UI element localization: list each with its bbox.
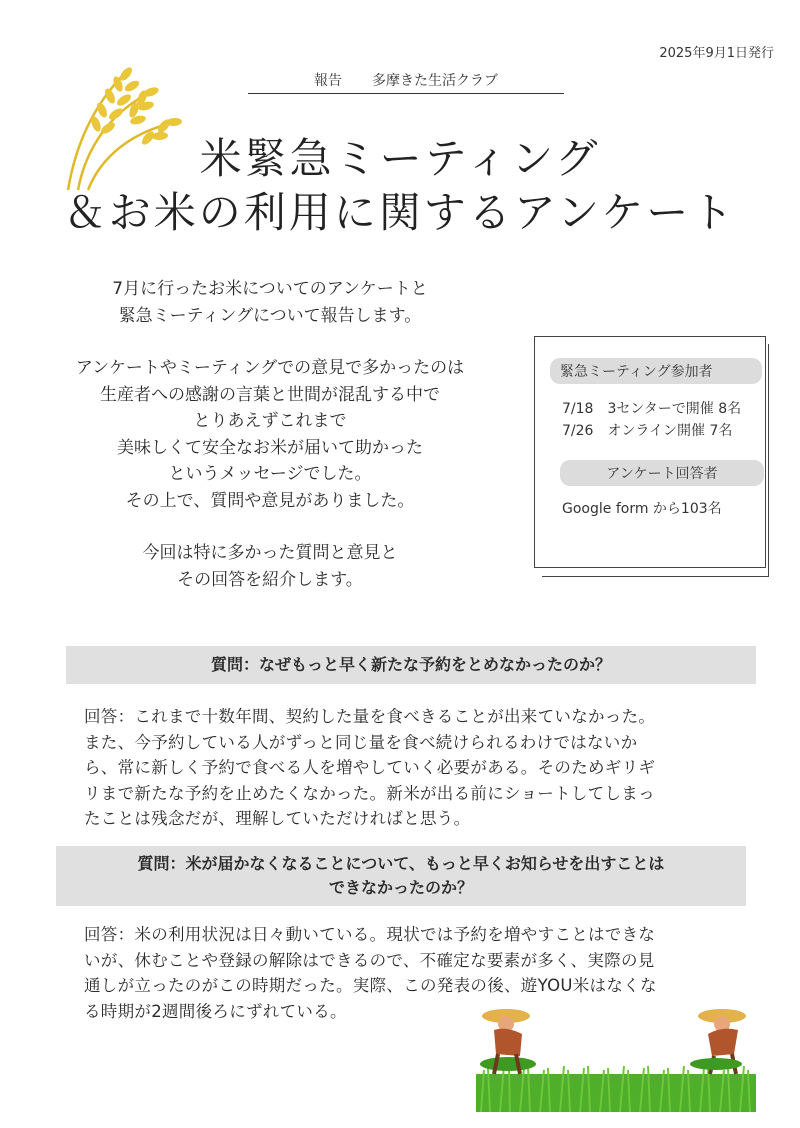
question-text: 質問：米が届かなくなることについて、もっと早くお知らせを出すことは [137,854,665,873]
rice-farmers-illustration [476,1004,756,1112]
meeting-participants-heading: 緊急ミーティング参加者 [550,358,762,384]
intro-line: とりあえずこれまで [193,411,347,431]
question-text: できなかったのか？ [328,878,473,897]
answer-line: また、今予約している人がずっと同じ量を食べ続けられるわけではないか [84,732,638,752]
intro-line: その回答を紹介します。 [177,569,363,590]
answer-line: 通しが立ったのがこの時期だった。実際、この発表の後、遊YOU米はなくな [84,976,657,995]
meeting-line: 7/26 オンライン開催 7名 [562,423,733,439]
meeting-line: 7/18 3センターで開催 8名 [562,401,742,417]
intro-text [40,276,500,593]
report-label: 報告 [314,73,342,89]
answer-line: リまで新たな予約を止めたくなかった。新米が出る前にショートしてしまっ [84,783,655,803]
intro-line: 生産者への感謝の言葉と世間が混乱する中で [100,384,440,405]
survey-respondents-heading: アンケート回答者 [560,460,764,486]
answer-line: る時期が2週間後ろにずれている。 [84,1001,347,1021]
page-title-line2: ＆お米の利用に関するアンケート [63,188,737,237]
intro-line: アンケートやミーティングでの意見で多かったのは [75,358,465,378]
intro-line: その上で、質問や意見がありました。 [125,490,415,511]
question-bar [66,646,756,684]
intro-line: 緊急ミーティングについて報告します。 [118,305,422,326]
answer-line: たことは残念だが、理解していただければと思う。 [84,809,471,828]
answer-line: 回答：これまで十数年間、契約した量を食べきることが出来ていなかった。 [84,707,656,726]
header-underline [248,93,564,94]
report-header [248,70,564,90]
answer-line: ら、常に新しく予約で食べる人を増やしていく必要がある。そのためギリギ [84,758,656,777]
intro-line: 7月に行ったお米についてのアンケートと [112,279,428,299]
intro-line: 美味しくて安全なお米が届いて助かった [117,437,423,458]
question-text: 質問：なぜもっと早く新たな予約をとめなかったのか？ [210,655,611,674]
intro-line: というメッセージでした。 [168,464,372,484]
answer-line: いが、休むことや登録の解除はできるので、不確定な要素が多く、実際の見 [84,950,655,970]
intro-line: 今回は特に多かった質問と意見と [142,543,398,563]
organization-name: 多摩きた生活クラブ [372,73,498,89]
issue-date: 2025年9月1日発行 [659,46,774,61]
page-title-line1: 米緊急ミーティング [199,134,601,183]
answer-block [84,704,734,832]
survey-line: Google form から103名 [562,501,722,517]
question-bar [56,846,746,906]
answer-line: 回答：米の利用状況は日々動いている。現状では予約を増やすことはできな [84,925,656,944]
